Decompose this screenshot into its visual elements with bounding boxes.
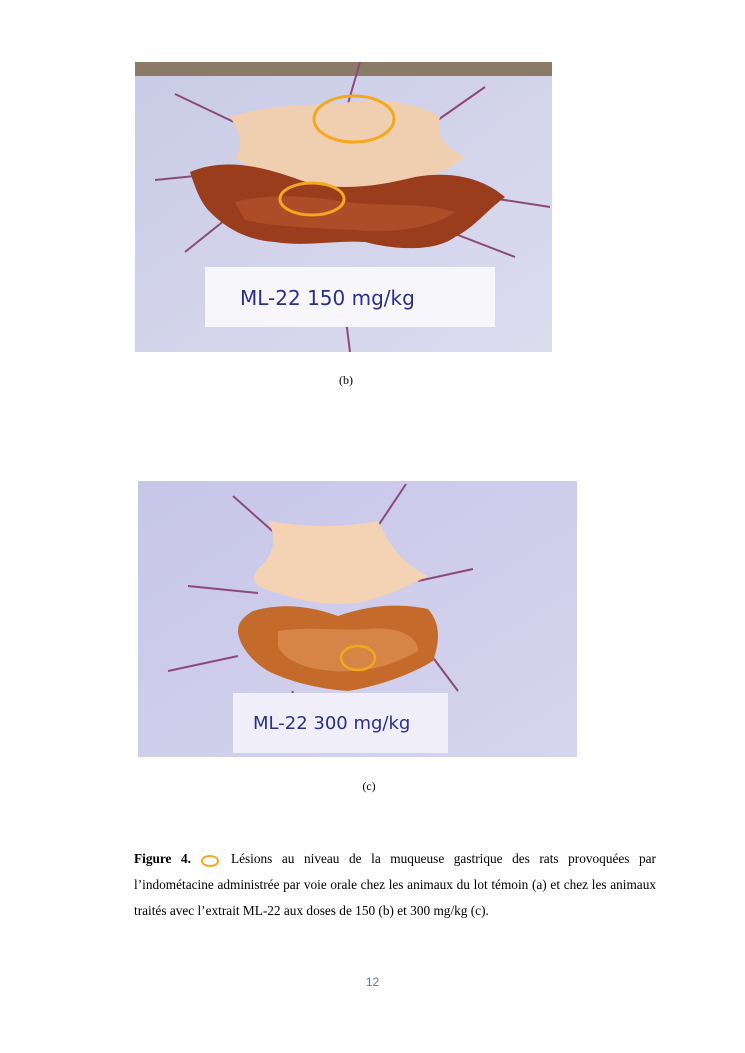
figure-caption-text: Lésions au niveau de la muqueuse gastrique des rats provoquées par l’indométacine administrée par voie orale chez les animaux du lot témoin (a) et chez les animaux traités avec l’extrait ML-22 aux doses de 150 (b) et 300 mg/kg (c).: [134, 851, 656, 918]
figure-caption: [134, 846, 656, 924]
photo-caption-c: (c): [362, 779, 376, 793]
photo-stomach-300: [138, 481, 577, 757]
photo-label-text: ML-22 300 mg/kg: [253, 713, 411, 734]
orange-ellipse-icon: [201, 855, 219, 867]
photo-label-text: ML-22 150 mg/kg: [240, 286, 415, 310]
photo-stomach-150: [135, 62, 552, 352]
page-number: 12: [365, 975, 380, 989]
photo-caption-b: (b): [339, 373, 353, 387]
figure-label: Figure 4.: [134, 851, 191, 866]
